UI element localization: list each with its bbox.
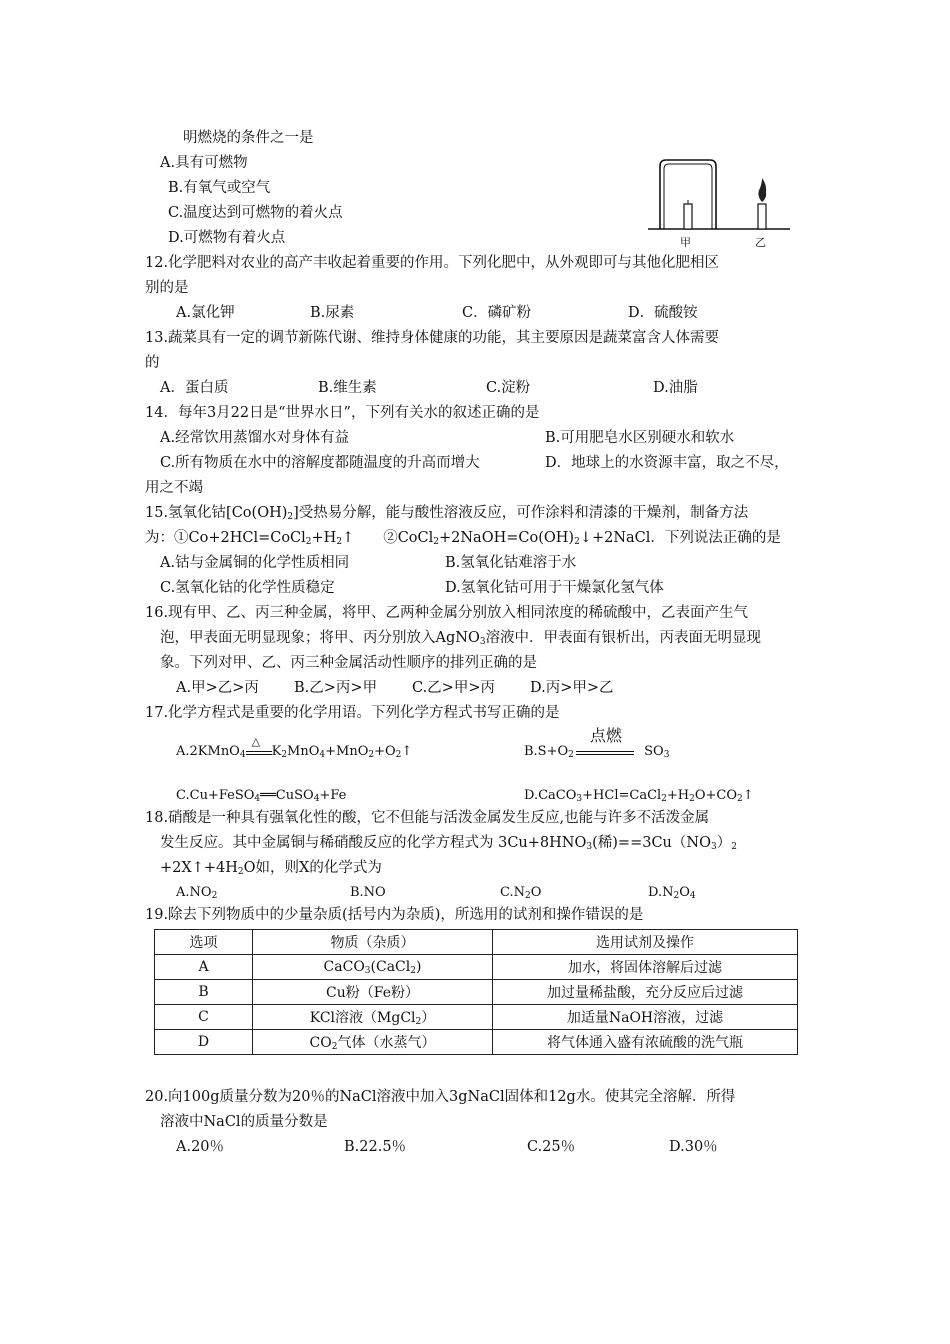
q16-option-b: B.乙>丙>甲 bbox=[294, 680, 378, 696]
row-c-reagent: 加适量NaOH溶液，过滤 bbox=[493, 1005, 798, 1030]
q15-option-a: A.钴与金属铜的化学性质相同 bbox=[160, 555, 350, 571]
q11-option-b: B.有氧气或空气 bbox=[168, 180, 271, 196]
q18-option-d: $D.N_2O_4$ bbox=[648, 885, 696, 901]
q19-options-table bbox=[154, 929, 798, 1055]
q17-option-a: A.2KMnO$_4$ △ $K_2MnO_4+MnO_2+O_2↑$ bbox=[176, 735, 413, 760]
table-row bbox=[155, 1005, 798, 1030]
fig-label-yi: 乙 bbox=[755, 236, 766, 249]
q18-option-c: $C.N_2O$ bbox=[500, 885, 542, 901]
q11-option-a: A.具有可燃物 bbox=[160, 155, 248, 171]
fig-label-jia: 甲 bbox=[680, 236, 691, 249]
q12-option-c: C．磷矿粉 bbox=[462, 305, 532, 321]
q13-option-c: C.淀粉 bbox=[486, 380, 531, 396]
q13-option-a: A．蛋白质 bbox=[160, 380, 229, 396]
q11-stem-tail: 明燃烧的条件之一是 bbox=[183, 130, 314, 146]
q20-option-b: B.22.5％ bbox=[344, 1139, 407, 1155]
q16-stem-line2: 泡，甲表面无明显现象；将甲、丙分别放入AgNO$_3$溶液中．甲表面有银析出，丙表面无明显现 bbox=[160, 630, 762, 647]
row-a-substance: CaCO$_3$(CaCl$_2$) bbox=[253, 955, 493, 980]
row-a-reagent: 加水，将固体溶解后过滤 bbox=[493, 955, 798, 980]
q13-option-d: D.油脂 bbox=[653, 380, 698, 396]
row-d-label: D bbox=[155, 1030, 253, 1055]
q12-stem-line2: 别的是 bbox=[145, 280, 189, 296]
row-c-substance: KCl溶液（MgCl$_2$） bbox=[253, 1005, 493, 1030]
q14-option-d-tail: 用之不竭 bbox=[145, 480, 203, 496]
row-d-reagent: 将气体通入盛有浓硫酸的洗气瓶 bbox=[493, 1030, 798, 1055]
header-option: 选项 bbox=[155, 930, 253, 955]
table-row bbox=[155, 955, 798, 980]
q20-stem-line2: 溶液中NaCl的质量分数是 bbox=[160, 1114, 328, 1130]
candle-experiment-figure bbox=[644, 150, 794, 250]
q17-option-b: $B.S+O_2$ 点燃 $SO_3$ bbox=[524, 726, 670, 760]
row-b-substance: Cu粉（Fe粉） bbox=[253, 980, 493, 1005]
q20-stem-line1: 20.向100g质量分数为20％的NaCl溶液中加入3gNaCl固体和12g水。使其完全溶解．所得 bbox=[145, 1089, 736, 1105]
q18-stem-line3: $+2X↑+4H_2O$如，则X的化学式为 bbox=[160, 860, 382, 877]
row-c-label: C bbox=[155, 1005, 253, 1030]
q16-stem-line1: 16.现有甲、乙、丙三种金属，将甲、乙两种金属分别放入相同浓度的稀硫酸中，乙表面产生气 bbox=[145, 605, 749, 621]
q15-option-c: C.氢氧化钴的化学性质稳定 bbox=[160, 580, 335, 596]
q18-stem-line2: 发生反应。其中金属铜与稀硝酸反应的化学方程式为 $3Cu+8HNO_3$(稀)$==3Cu(NO_3)_2$ bbox=[160, 835, 737, 852]
q17-option-c: C.Cu+FeSO$_4$══CuSO$_4$+Fe bbox=[176, 788, 347, 804]
table-row bbox=[155, 1030, 798, 1055]
q12-option-a: A.氯化钾 bbox=[176, 305, 235, 321]
q15-stem-line1: 15.氢氧化钴$[Co(OH)_2]$受热易分解，能与酸性溶液反应，可作涂料和清漆的干燥剂，制备方法 bbox=[145, 505, 749, 522]
q16-stem-line3: 象。下列对甲、乙、丙三种金属活动性顺序的排列正确的是 bbox=[160, 655, 537, 671]
row-a-label: A bbox=[155, 955, 253, 980]
q15-option-d: D.氢氧化钴可用于干燥氯化氢气体 bbox=[445, 580, 664, 596]
q17-option-d: $D.CaCO_3+HCl=CaCl_2+H_2O+CO_2↑$ bbox=[524, 788, 754, 804]
q20-option-a: A.20％ bbox=[176, 1139, 225, 1155]
q19-stem: 19.除去下列物质中的少量杂质(括号内为杂质)，所选用的试剂和操作错误的是 bbox=[145, 907, 644, 923]
q14-option-d: D．地球上的水资源丰富，取之不尽， bbox=[545, 455, 789, 471]
q11-option-c: C.温度达到可燃物的着火点 bbox=[168, 205, 343, 221]
q20-option-d: D.30％ bbox=[669, 1139, 718, 1155]
q11-option-d: D.可燃物有着火点 bbox=[168, 230, 286, 246]
table-row bbox=[155, 980, 798, 1005]
q12-option-d: D．硫酸铵 bbox=[628, 305, 698, 321]
q13-stem-line1: 13.蔬菜具有一定的调节新陈代谢、维持身体健康的功能，其主要原因是蔬菜富含人体需要 bbox=[145, 330, 720, 346]
q14-option-b: B.可用肥皂水区别硬水和软水 bbox=[545, 430, 735, 446]
q14-option-a: A.经常饮用蒸馏水对身体有益 bbox=[160, 430, 350, 446]
q12-option-b: B.尿素 bbox=[310, 305, 355, 321]
q12-stem-line1: 12.化学肥料对农业的高产丰收起着重要的作用。下列化肥中，从外观即可与其他化肥相区 bbox=[145, 255, 720, 271]
q18-option-a: $A.NO_2$ bbox=[176, 885, 218, 901]
q14-stem: 14．每年3月22日是“世界水日”，下列有关水的叙述正确的是 bbox=[145, 405, 540, 421]
q17-stem: 17.化学方程式是重要的化学用语。下列化学方程式书写正确的是 bbox=[145, 705, 560, 721]
q18-option-b: B.NO bbox=[350, 885, 386, 900]
q18-stem-line1: 18.硝酸是一种具有强氧化性的酸，它不但能与活泼金属发生反应,也能与许多不活泼金属 bbox=[145, 810, 710, 826]
row-b-label: B bbox=[155, 980, 253, 1005]
q16-option-d: D.丙>甲>乙 bbox=[530, 680, 614, 696]
q16-option-a: A.甲>乙>丙 bbox=[176, 680, 259, 696]
header-reagent: 选用试剂及操作 bbox=[493, 930, 798, 955]
q20-option-c: C.25％ bbox=[527, 1139, 576, 1155]
q15-stem-line2: 为：$①Co+2HCl=CoCl_2+H_2↑$ $②CoCl_2+2NaOH=Co(OH)_2↓+2NaCl$．下列说法正确的是 bbox=[145, 530, 781, 547]
q13-option-b: B.维生素 bbox=[318, 380, 377, 396]
row-b-reagent: 加过量稀盐酸，充分反应后过滤 bbox=[493, 980, 798, 1005]
header-substance: 物质（杂质） bbox=[253, 930, 493, 955]
table-header-row bbox=[155, 930, 798, 955]
q14-option-c: C.所有物质在水中的溶解度都随温度的升高而增大 bbox=[160, 455, 480, 471]
row-d-substance: $CO_2$气体（水蒸气） bbox=[253, 1030, 493, 1055]
q16-option-c: C.乙>甲>丙 bbox=[412, 680, 495, 696]
q13-stem-line2: 的 bbox=[145, 355, 160, 371]
q15-option-b: B.氢氧化钴难溶于水 bbox=[445, 555, 577, 571]
